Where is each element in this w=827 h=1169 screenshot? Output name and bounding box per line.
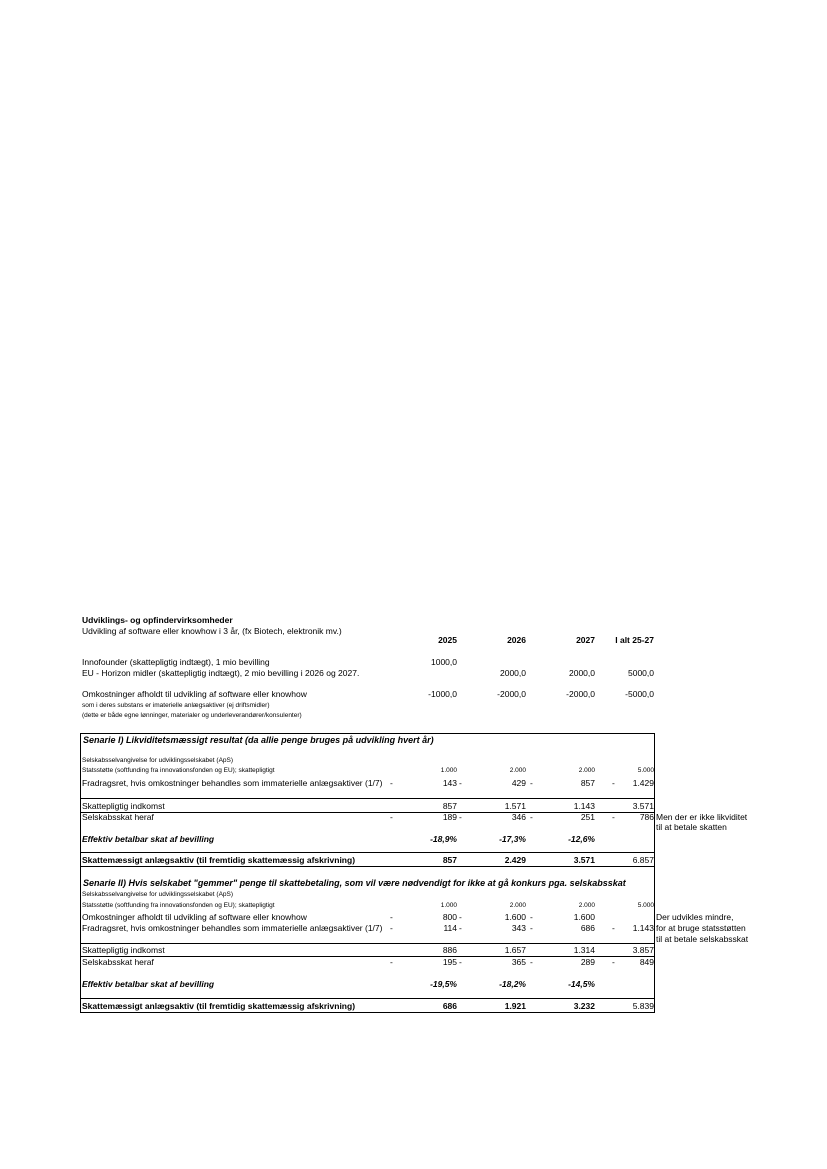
note-1: som i deres substans er imaterielle anlægsaktiver (ej driftsmidler): [82, 702, 270, 709]
anlaeg2-value-0: 686: [442, 1001, 457, 1011]
effektiv1-value-2: -12,6%: [568, 834, 595, 844]
fradrag1-lead-dash: -: [390, 778, 393, 788]
selskabsskat2-lead-dash: -: [390, 957, 393, 967]
selskabsskat1-value-1: 346: [511, 812, 526, 822]
fradrag2-dash-3: -: [612, 923, 615, 933]
anlaeg1-label: Skattemæssigt anlægsaktiv (til fremtidig skattemæssig afskrivning): [82, 855, 356, 865]
scenario1-section: Selskabsselvangivelse for udviklingsselskabet (ApS): [82, 757, 234, 764]
effektiv1-value-1: -17,3%: [499, 834, 526, 844]
scenario1-note-1: til at betale skatten: [656, 822, 727, 832]
divider-line: [80, 812, 655, 813]
year-header-1: 2026: [507, 635, 526, 645]
year-header-2: 2027: [576, 635, 595, 645]
doc-subtitle: Udvikling af software eller knowhow i 3 år, (fx Biotech, elektronik mv.): [82, 626, 342, 636]
selskabsskat2-dash-0: -: [459, 957, 462, 967]
fradrag1-value-2: 857: [580, 778, 595, 788]
skattepligtig1-value-2: 1.143: [573, 801, 595, 811]
effektiv2-value-0: -19,5%: [430, 979, 457, 989]
scenario1-title: Senarie I) Likviditetsmæssigt resultat (da allie penge bruges på udvikling hvert år): [83, 735, 434, 745]
statsstotte1-value-3: 5.000: [637, 767, 654, 774]
selskabsskat2-value-1: 365: [511, 957, 526, 967]
omkostninger-value-1: -2000,0: [497, 689, 526, 699]
eu-label: EU - Horizon midler (skattepligtig indtægt), 2 mio bevilling i 2026 og 2027.: [82, 668, 360, 678]
scenario2-right-border: [654, 866, 655, 1012]
omkostninger2-lead-dash: -: [390, 912, 393, 922]
anlaeg2-value-3: 5.839: [632, 1001, 654, 1011]
effektiv1-label: Effektiv betalbar skat af bevilling: [82, 834, 215, 844]
scenario2-bottom-border: [80, 1012, 655, 1013]
statsstotte1-value-1: 2.000: [509, 767, 526, 774]
selskabsskat1-dash-3: -: [612, 812, 615, 822]
effektiv1-value-0: -18,9%: [430, 834, 457, 844]
divider-line: [80, 943, 655, 944]
note-2: (dette er både egne lønninger, materialer og underleverandører/konsulenter): [82, 712, 302, 719]
fradrag2-value-3: 1.143: [632, 923, 654, 933]
scenario1-left-border: [80, 733, 81, 866]
eu-value-3: 5000,0: [628, 668, 654, 678]
divider-line: [80, 798, 655, 799]
fradrag1-value-3: 1.429: [632, 778, 654, 788]
skattepligtig1-label: Skattepligtig indkomst: [82, 801, 165, 811]
selskabsskat1-dash-1: -: [530, 812, 533, 822]
selskabsskat2-label: Selskabsskat heraf: [82, 957, 154, 967]
statsstotte1-value-2: 2.000: [578, 767, 595, 774]
fradrag1-dash-1: -: [530, 778, 533, 788]
year-header-0: 2025: [438, 635, 457, 645]
skattepligtig1-value-1: 1.571: [504, 801, 526, 811]
anlaeg1-value-3: 6.857: [632, 855, 654, 865]
selskabsskat1-value-0: 189: [442, 812, 457, 822]
fradrag2-value-2: 686: [580, 923, 595, 933]
omkostninger-value-0: -1000,0: [428, 689, 457, 699]
effektiv2-label: Effektiv betalbar skat af bevilling: [82, 979, 215, 989]
fradrag2-dash-0: -: [459, 923, 462, 933]
scenario2-section: Selskabsselvangivelse for udviklingsselskabet (ApS): [82, 891, 234, 898]
omkostninger2-value-0: 800: [442, 912, 457, 922]
selskabsskat2-dash-3: -: [612, 957, 615, 967]
scenario2-note-2: til at betale selskabsskat: [656, 934, 749, 944]
omkostninger-value-2: -2000,0: [566, 689, 595, 699]
skattepligtig2-value-1: 1.657: [504, 945, 526, 955]
omkostninger2-value-1: 1.600: [504, 912, 526, 922]
selskabsskat1-value-3: 786: [639, 812, 654, 822]
statsstotte2-label: Statsstøtte (softfunding fra innovationsfonden og EU); skattepligtigt: [82, 902, 275, 909]
innofounder-value-0: 1000,0: [431, 657, 457, 667]
selskabsskat2-dash-1: -: [530, 957, 533, 967]
fradrag1-dash-0: -: [459, 778, 462, 788]
omkostninger2-dash-0: -: [459, 912, 462, 922]
statsstotte2-value-1: 2.000: [509, 902, 526, 909]
scenario1-top-border: [80, 733, 655, 734]
fradrag2-value-0: 114: [443, 923, 457, 933]
skattepligtig2-value-3: 3.857: [632, 945, 654, 955]
skattepligtig1-value-0: 857: [442, 801, 457, 811]
skattepligtig1-value-3: 3.571: [632, 801, 654, 811]
statsstotte1-value-0: 1.000: [440, 767, 457, 774]
scenario2-left-border: [80, 866, 81, 1012]
innofounder-label: Innofounder (skattepligtig indtægt), 1 mio bevilling: [82, 657, 270, 667]
omkostninger-label: Omkostninger afholdt til udvikling af software eller knowhow: [82, 689, 307, 699]
omkostninger2-value-2: 1.600: [573, 912, 595, 922]
fradrag2-label: Fradragsret, hvis omkostninger behandles som immaterielle anlægsaktiver (1/7): [82, 923, 383, 933]
divider-line: [80, 852, 655, 853]
selskabsskat2-value-3: 849: [639, 957, 654, 967]
omkostninger2-label: Omkostninger afholdt til udvikling af software eller knowhow: [82, 912, 307, 922]
anlaeg1-value-1: 2.429: [504, 855, 526, 865]
effektiv2-value-2: -14,5%: [568, 979, 595, 989]
divider-line: [80, 998, 655, 999]
fradrag2-dash-1: -: [530, 923, 533, 933]
statsstotte2-value-0: 1.000: [440, 902, 457, 909]
scenario1-right-border: [654, 733, 655, 866]
doc-title: Udviklings- og opfindervirksomheder: [82, 615, 233, 625]
anlaeg2-value-2: 3.232: [573, 1001, 595, 1011]
eu-value-2: 2000,0: [569, 668, 595, 678]
fradrag1-value-1: 429: [511, 778, 526, 788]
scenario1-note-0: Men der er ikke likviditet: [656, 812, 748, 822]
anlaeg2-label: Skattemæssigt anlægsaktiv (til fremtidig skattemæssig afskrivning): [82, 1001, 356, 1011]
divider-line: [80, 956, 655, 957]
scenario2-note-1: for at bruge statsstøtten: [656, 923, 746, 933]
eu-value-1: 2000,0: [500, 668, 526, 678]
statsstotte2-value-2: 2.000: [578, 902, 595, 909]
selskabsskat1-dash-0: -: [459, 812, 462, 822]
omkostninger2-dash-1: -: [530, 912, 533, 922]
statsstotte1-label: Statsstøtte (softfunding fra innovationsfonden og EU); skattepligtigt: [82, 767, 275, 774]
selskabsskat1-label: Selskabsskat heraf: [82, 812, 154, 822]
fradrag1-label: Fradragsret, hvis omkostninger behandles som immaterielle anlægsaktiver (1/7): [82, 778, 383, 788]
scenario2-title: Senarie II) Hvis selskabet "gemmer" penge til skattebetaling, som vil være nødvendigt for ikke at gå konkurs pga. selskabsskat: [83, 878, 626, 888]
statsstotte2-value-3: 5.000: [637, 902, 654, 909]
scenario1-bottom-border: [80, 866, 655, 867]
selskabsskat2-value-0: 195: [442, 957, 457, 967]
omkostninger-value-3: -5000,0: [625, 689, 654, 699]
fradrag2-lead-dash: -: [390, 923, 393, 933]
scenario2-note-0: Der udvikles mindre,: [656, 912, 734, 922]
skattepligtig2-label: Skattepligtig indkomst: [82, 945, 165, 955]
selskabsskat1-value-2: 251: [580, 812, 595, 822]
fradrag1-dash-3: -: [612, 778, 615, 788]
selskabsskat1-lead-dash: -: [390, 812, 393, 822]
skattepligtig2-value-0: 886: [442, 945, 457, 955]
fradrag2-value-1: 343: [511, 923, 526, 933]
anlaeg1-value-2: 3.571: [573, 855, 595, 865]
anlaeg2-value-1: 1.921: [504, 1001, 526, 1011]
skattepligtig2-value-2: 1.314: [573, 945, 595, 955]
selskabsskat2-value-2: 289: [580, 957, 595, 967]
year-header-3: I alt 25-27: [615, 635, 654, 645]
effektiv2-value-1: -18,2%: [499, 979, 526, 989]
fradrag1-value-0: 143: [442, 778, 457, 788]
anlaeg1-value-0: 857: [442, 855, 457, 865]
